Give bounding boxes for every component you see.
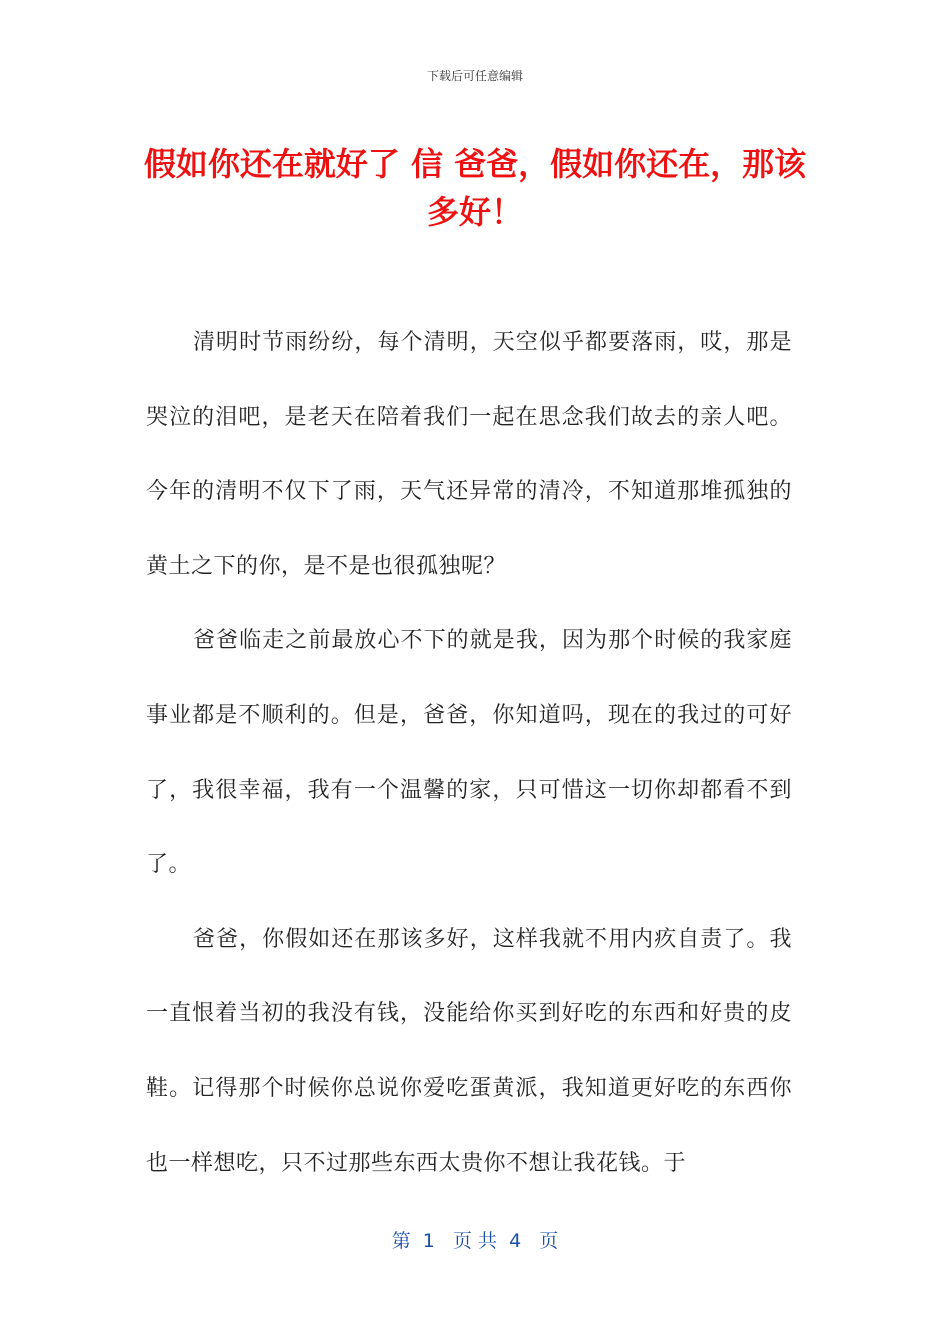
paragraph-3: 爸爸，你假如还在那该多好，这样我就不用内疚自责了。我一直恨着当初的我没有钱，没能给你买到好吃的东西和好贵的皮鞋。记得那个时候你总说你爱吃蛋黄派，我知道更好吃的东西你也一样想吃，只不过那些东西太贵你不想让我花钱。于 (146, 926, 792, 1176)
paragraph-1: 清明时节雨纷纷，每个清明，天空似乎都要落雨，哎，那是哭泣的泪吧，是老天在陪着我们一起在思念我们故去的亲人吧。今年的清明不仅下了雨，天气还异常的清冷，不知道那堆孤独的黄土之下的你，是不是也很孤独呢？ (146, 330, 792, 579)
header-note: 下载后可任意编辑 (426, 69, 523, 83)
document-body (146, 306, 792, 1201)
paragraph-2: 爸爸临走之前最放心不下的就是我，因为那个时候的我家庭事业都是不顺利的。但是，爸爸，你知道吗，现在的我过的可好了，我很幸福，我有一个温馨的家，只可惜这一切你却都看不到了。 (146, 628, 792, 878)
document-title: 假如你还在就好了 信 爸爸，假如你还在，那该多好！ (143, 145, 807, 231)
page-number-footer: 第 1 页 共 4 页 (391, 1230, 559, 1252)
